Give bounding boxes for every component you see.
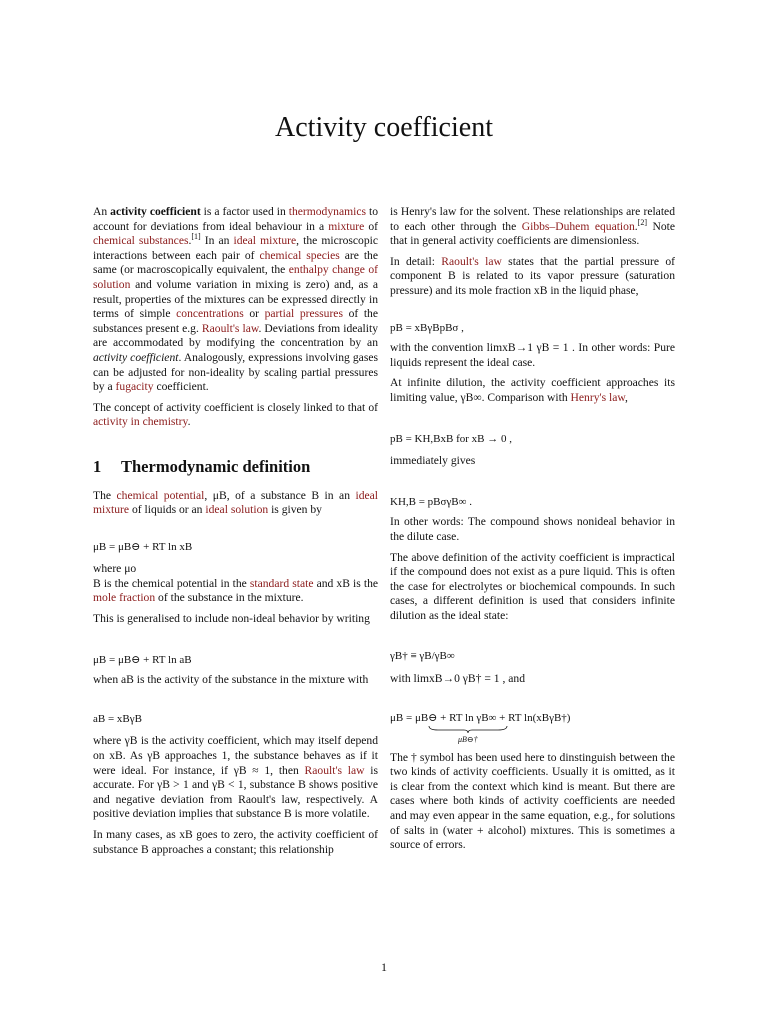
concept-paragraph: The concept of activity coefficient is closely linked to that of activity in chemistry. — [93, 400, 378, 429]
underbrace-icon — [428, 725, 508, 733]
link-ideal-mixture[interactable]: ideal mixture — [233, 234, 297, 248]
standard-state-paragraph: where μo B is the chemical potential in the standard state and xB is the mole fraction of the substance in the mixture. — [93, 562, 379, 605]
infinite-dilution-paragraph: At infinite dilution, the activity coefficient approaches its limiting value, γB∞. Comparison with Henry's law, — [390, 376, 675, 404]
convention-paragraph: with the convention limxB→1 γB = 1 . In other words: Pure liquids represent the ideal case. — [390, 341, 675, 369]
nonideal-paragraph: In other words: The compound shows nonideal behavior in the dilute case. — [390, 515, 675, 543]
link-ideal-solution[interactable]: ideal solution — [205, 503, 269, 517]
link-raoults-law-3[interactable]: Raoult's law — [441, 254, 502, 268]
link-chemical-potential[interactable]: chemical potential — [116, 488, 205, 502]
equation-dagger-coefficient: γB† ≡ γB/γB∞ — [390, 650, 455, 663]
link-chemical-species[interactable]: chemical species — [259, 248, 340, 262]
equation-raoult: pB = xBγBpBσ , — [390, 321, 464, 334]
link-enthalpy-change[interactable]: enthalpy change of solution — [93, 263, 378, 291]
chemical-potential-paragraph: The chemical potential, μB, of a substance B in an ideal mixture of liquids or an ideal solution is given by — [93, 488, 378, 517]
link-thermodynamics[interactable]: thermodynamics — [288, 205, 366, 218]
henry-intro-paragraph: In many cases, as xB goes to zero, the activity coefficient of substance B approaches a constant; this relationship — [93, 828, 378, 856]
impractical-paragraph: The above definition of the activity coefficient is impractical if the compound does not exist as a pure liquid. This is often the case for electrolytes or biochemical compounds. In such cases, a different definition is used that considers infinite dilution as the ideal state: — [390, 550, 675, 622]
link-partial-pressures[interactable]: partial pressures — [264, 307, 343, 321]
right-column — [390, 205, 675, 853]
section-heading: 1 Thermodynamic definition — [93, 456, 311, 476]
page-number: 1 — [381, 960, 387, 974]
raoult-detail-paragraph: In detail: Raoult's law states that the partial pressure of component B is related to its vapor pressure (saturation pressure) and its mole fraction xB in the liquid phase, — [390, 254, 675, 297]
intro-paragraph: An activity coefficient is a factor used in thermodynamics to account for deviations from ideal behaviour in a mixture of chemical substances.[1] In an ideal mixture, the microscopic interactions between each pair of chemical species are the same (or macroscopically equivalent, the enthalpy change of solution and volume variation in mixing is zero) and, as a result, properties of the mixtures can be expressed directly in terms of simple concentrations or partial pressures of the substances present e.g. Raoult's law. Deviations from ideality are accommodated by modifying the concentration by an activity coefficient. Analogously, expressions involving gases can be adjusted for non-ideality by scaling partial pressures by a fugacity coefficient. — [93, 205, 379, 394]
activity-paragraph: when aB is the activity of the substance in the mixture with — [93, 673, 369, 687]
link-mole-fraction[interactable]: mole fraction — [93, 591, 156, 605]
equation-nonideal-potential: μB = μB⊖ + RT ln aB — [93, 653, 192, 666]
equation-henry: pB = KH,BxB for xB → 0 , — [390, 432, 513, 445]
link-ideal-mixture-2[interactable]: ideal mixture — [93, 488, 378, 517]
equation-dagger-potential: μB = μB⊖ + RT ln γB∞ + RT ln(xBγB†) μB⊖† — [390, 711, 675, 745]
left-column — [93, 205, 378, 857]
reference-2[interactable]: [2] — [637, 217, 647, 227]
link-raoults-law-2[interactable]: Raoult's law — [304, 763, 365, 777]
bold-term: activity coefficient — [110, 205, 201, 218]
equation-activity: aB = xBγB — [93, 712, 142, 725]
link-chemical-substances[interactable]: chemical substances — [93, 234, 189, 248]
link-raoults-law[interactable]: Raoult's law — [201, 321, 259, 335]
link-gibbs-duhem[interactable]: Gibbs–Duhem equation — [521, 219, 635, 233]
link-concentrations[interactable]: concentrations — [176, 307, 244, 321]
link-standard-state[interactable]: standard state — [249, 576, 314, 590]
generalised-paragraph: This is generalised to include non-ideal behavior by writing — [93, 612, 370, 626]
immediately-paragraph: immediately gives — [390, 454, 476, 468]
coefficient-paragraph: where γB is the activity coefficient, which may itself depend on xB. As γB approaches 1, the substance behaves as if it were ideal. For instance, if γB ≈ 1, then Raoult's law is accurate. For γB > 1 and γB < 1, substance B shows positive and negative deviation from Raoult's law, respectively. A positive deviation implies that substance B is more volatile. — [93, 734, 378, 821]
link-activity-in-chemistry[interactable]: activity in chemistry — [93, 415, 188, 429]
underbrace-label: μB⊖† — [458, 734, 478, 744]
dagger-note-paragraph: The † symbol has been used here to dinstinguish between the two kinds of activity coefficients. Usually it is omitted, as it is clear from the context which kind is meant. But there are cases where both kinds of activity coefficients are needed and may even appear in the same equation, e.g., for solutions of salts in (water + alcohol) mixtures. This is sometimes a source of errors. — [390, 750, 675, 852]
link-mixture[interactable]: mixture — [328, 219, 365, 233]
link-henrys-law[interactable]: Henry's law — [570, 390, 625, 404]
limit-paragraph: with limxB→0 γB† = 1 , and — [390, 672, 526, 686]
gibbs-duhem-paragraph: is Henry's law for the solvent. These relationships are related to each other through the Gibbs–Duhem equation.[2] Note that in general activity coefficients are dimensionless. — [390, 205, 676, 248]
equation-ideal-potential: μB = μB⊖ + RT ln xB — [93, 540, 193, 553]
link-fugacity[interactable]: fugacity — [115, 380, 154, 394]
equation-henry-constant: KH,B = pBσγB∞ . — [390, 495, 472, 508]
reference-1[interactable]: [1] — [191, 232, 201, 242]
page-title: Activity coefficient — [275, 112, 493, 143]
